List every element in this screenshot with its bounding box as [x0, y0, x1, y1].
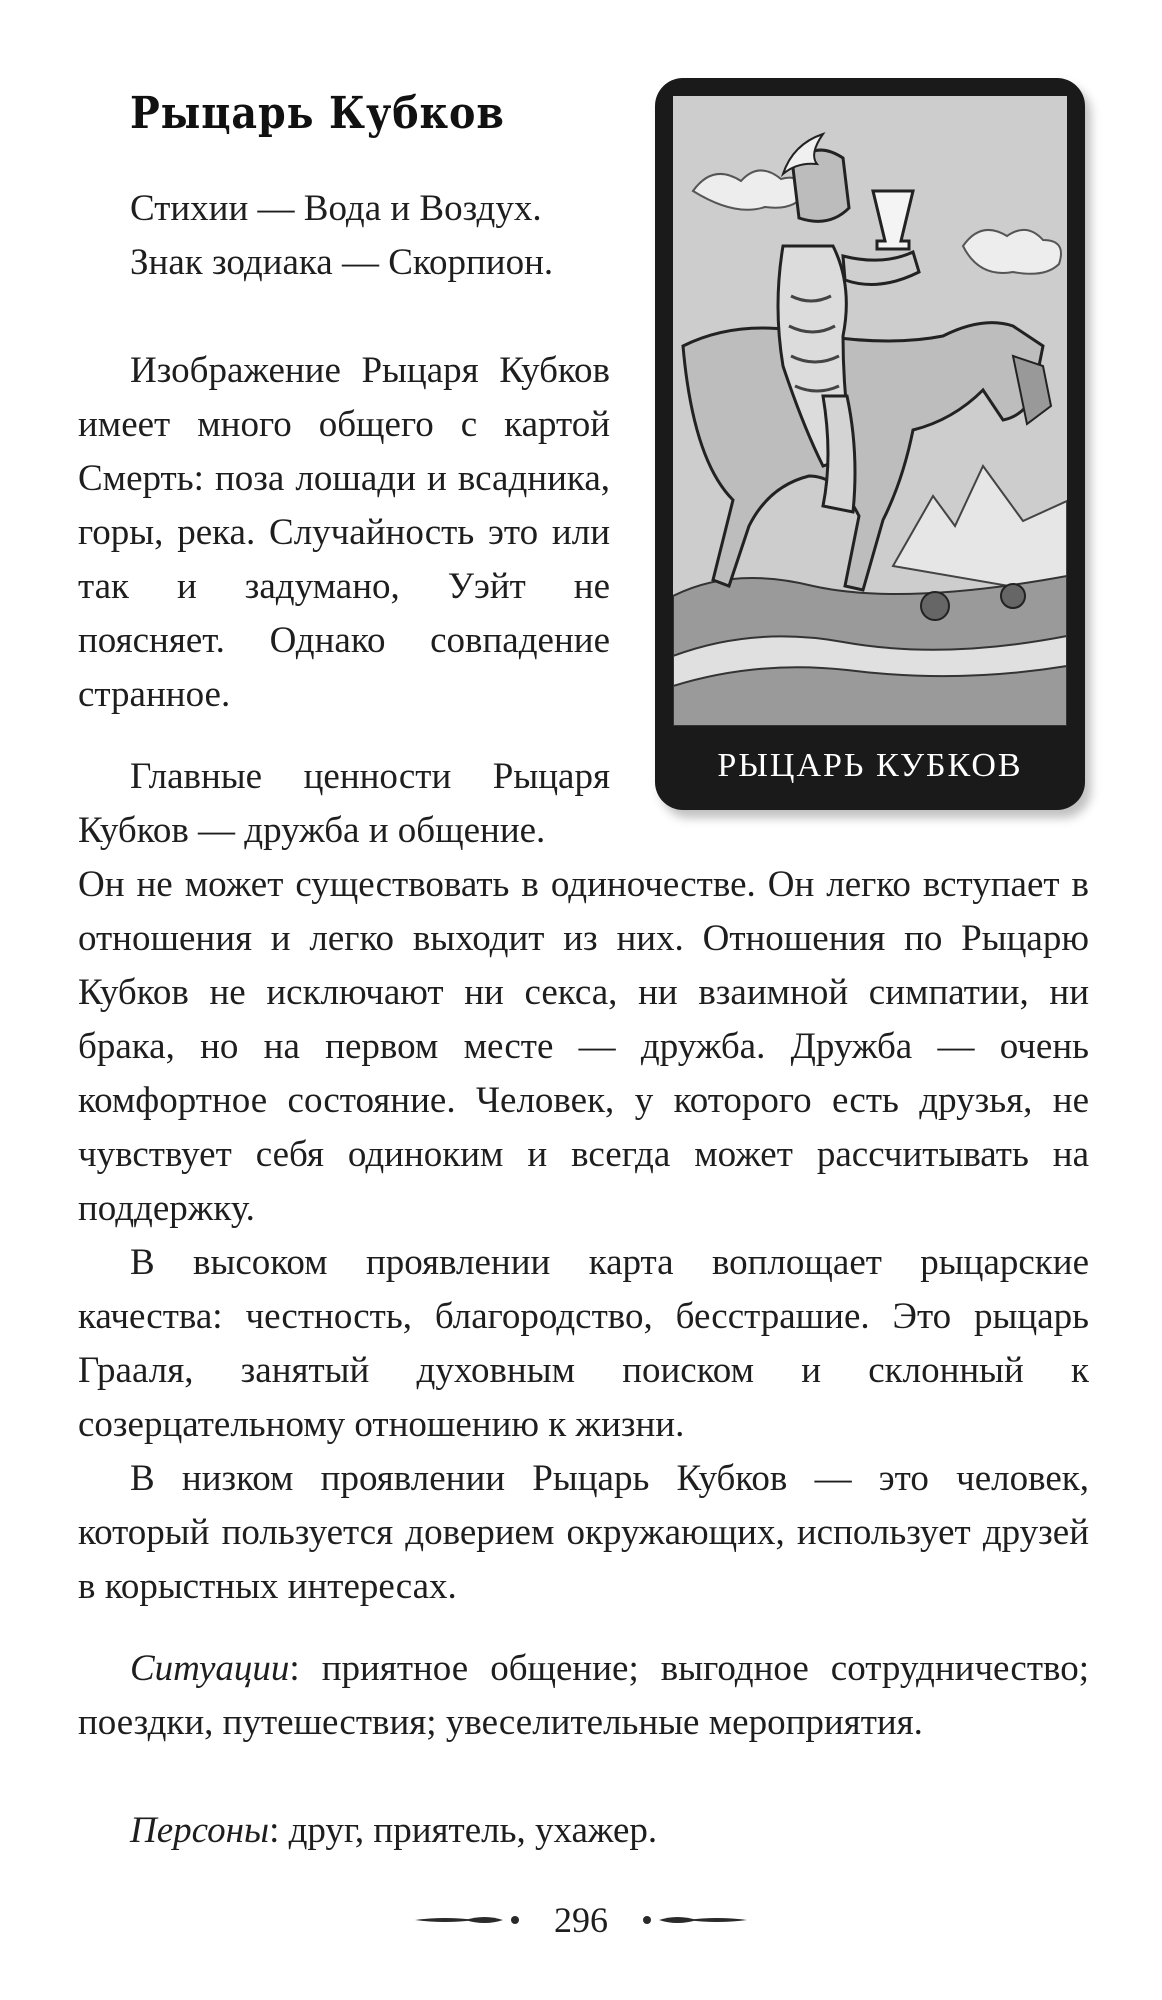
- main-text-block: [78, 858, 1089, 1614]
- persons-block: [78, 1804, 1089, 1858]
- page-number: 296: [554, 1900, 608, 1940]
- page-title: Рыцарь Кубков: [130, 88, 505, 139]
- card-label: РЫЦАРЬ КУБКОВ: [717, 747, 1023, 784]
- situations-label: Ситуации: [130, 1648, 290, 1689]
- paragraph-3: В высоком проявлении карта воплощает рыцарские качества: честность, благородство, бесстрашие. Это рыцарь Грааля, занятый духовным поиском и склонный к созерцательному отношению к жизни.: [78, 1242, 1089, 1445]
- persons-label: Персоны: [130, 1810, 270, 1851]
- knight-of-cups-illustration: [673, 96, 1067, 726]
- ornament-right-icon: [637, 1912, 747, 1928]
- zodiac-line: Знак зодиака — Скорпион.: [130, 242, 554, 283]
- card-illustration-svg: [673, 96, 1067, 726]
- card-attributes: [78, 182, 610, 290]
- paragraph-comparison: [78, 344, 610, 722]
- persons-paragraph: [78, 1804, 1089, 1858]
- paragraph-2-start: Главные ценности Рыцаря Кубков — дружба и общение.: [78, 756, 610, 851]
- page-footer: [0, 1890, 1162, 1950]
- situations-paragraph: [78, 1642, 1089, 1750]
- paragraph-2-rest: Он не может существовать в одиночестве. Он легко вступает в отношения и легко выходит из них. Отношения по Рыцарю Кубков не исключают ни секса, ни взаимной симпатии, ни брака, но на первом месте — дружба. Дружба — очень комфортное состояние. Человек, у которого есть друзья, не чувствует себя одиноким и всегда может рассчитывать на поддержку.: [78, 864, 1089, 1229]
- paragraph-values-start-block: [78, 750, 610, 858]
- paragraph-1: Изображение Рыцаря Кубков имеет много общего с картой Смерть: поза лошади и всадника, горы, река. Случайность это или так и задумано, Уэйт не поясняет. Однако совпадение странное.: [78, 350, 610, 715]
- paragraph-4: В низком проявлении Рыцарь Кубков — это человек, который пользуется доверием окружающих, использует друзей в корыстных интересах.: [78, 1458, 1089, 1607]
- elements-line: Стихии — Вода и Воздух.: [130, 188, 542, 229]
- tarot-card: [655, 78, 1085, 810]
- situations-block: [78, 1642, 1089, 1750]
- persons-text: : друг, приятель, ухажер.: [269, 1810, 658, 1851]
- ornament-left-icon: [415, 1912, 525, 1928]
- situations-text: : приятное общение; выгодное сотрудничество; поездки, путешествия; увеселительные мероприятия.: [78, 1648, 1089, 1743]
